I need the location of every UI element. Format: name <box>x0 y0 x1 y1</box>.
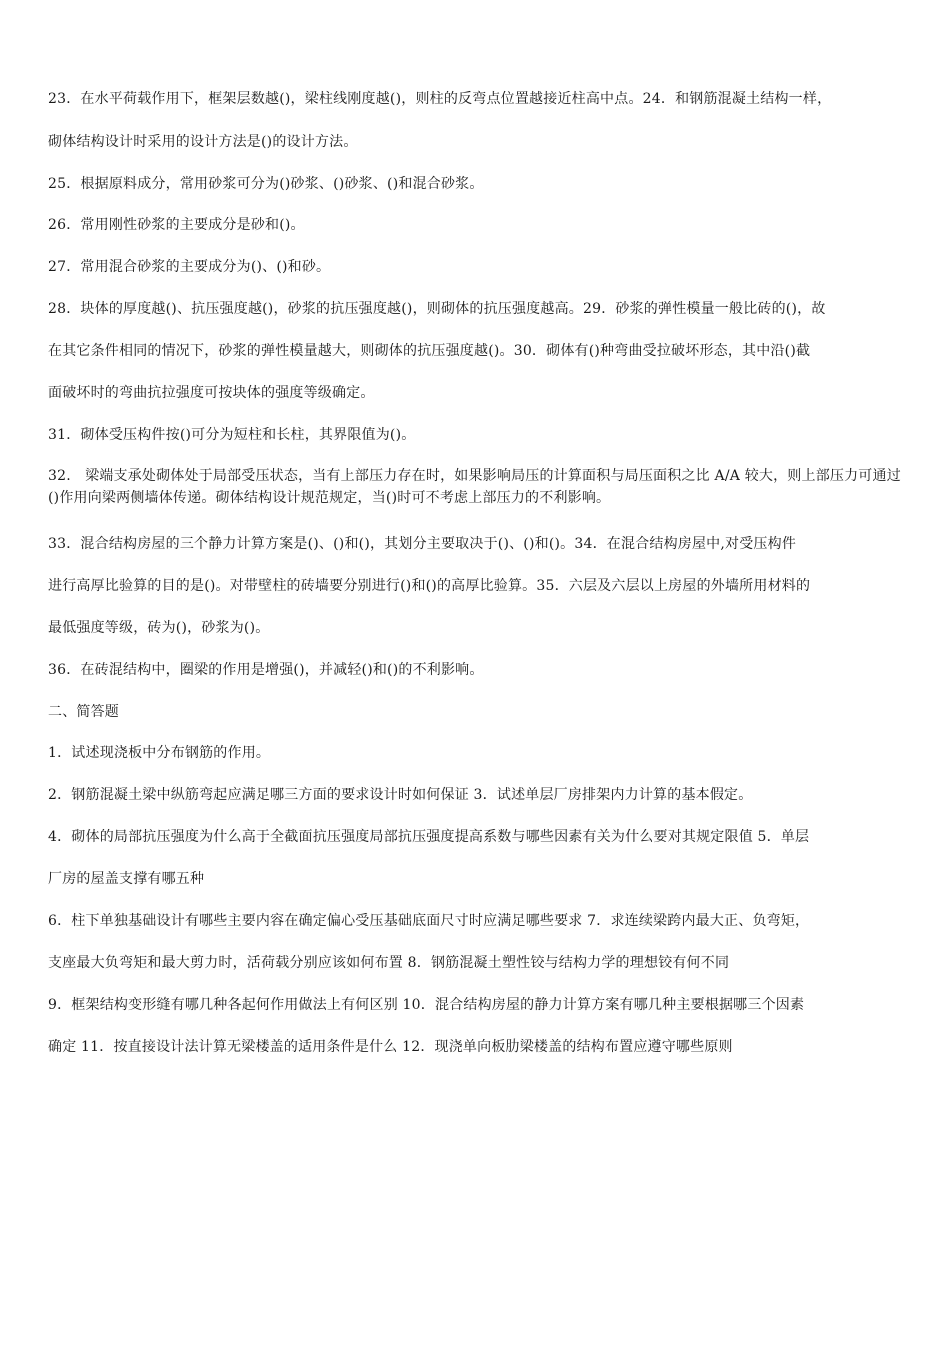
text-line: 最低强度等级，砖为()，砂浆为()。 <box>48 620 270 636</box>
text-line: 确定 11．按直接设计法计算无梁楼盖的适用条件是什么 12．现浇单向板肋梁楼盖的结构布置应遵守哪些原则 <box>48 1039 733 1055</box>
text-line: 面破坏时的弯曲抗拉强度可按块体的强度等级确定。 <box>48 385 375 401</box>
text-line: 31．砌体受压构件按()可分为短柱和长柱，其界限值为()。 <box>48 427 416 443</box>
text-line: 6．柱下单独基础设计有哪些主要内容在确定偏心受压基础底面尺寸时应满足哪些要求 7．求连续梁跨内最大正、负弯矩， <box>48 913 810 929</box>
text-line: 支座最大负弯矩和最大剪力时，活荷载分别应该如何布置 8．钢筋混凝土塑性铰与结构力学的理想铰有何不同 <box>48 955 730 971</box>
text-line: 进行高厚比验算的目的是()。对带壁柱的砖墙要分别进行()和()的高厚比验算。35．六层及六层以上房屋的外墙所用材料的 <box>48 578 811 594</box>
text-line: 28．块体的厚度越()、抗压强度越()，砂浆的抗压强度越()，则砌体的抗压强度越高。29．砂浆的弹性模量一般比砖的()，故 <box>48 301 826 317</box>
text-line: 33．混合结构房屋的三个静力计算方案是()、()和()，其划分主要取决于()、()和()。34．在混合结构房屋中,对受压构件 <box>48 536 797 552</box>
text-line: 27．常用混合砂浆的主要成分为()、()和砂。 <box>48 259 331 275</box>
text-line: 9．框架结构变形缝有哪几种各起何作用做法上有何区别 10．混合结构房屋的静力计算方案有哪几种主要根据哪三个因素 <box>48 997 805 1013</box>
text-line: 26．常用刚性砂浆的主要成分是砂和()。 <box>48 217 305 233</box>
text-paragraph: 32. 梁端支承处砌体处于局部受压状态，当有上部压力存在时，如果影响局压的计算面积与局压面积之比 A/A 较大，则上部压力可通过()作用向梁两侧墙体传递。砌体结构设计规范规定，当()时可不考虑上部压力的不利影响。 <box>48 468 901 506</box>
text-line: 4．砌体的局部抗压强度为什么高于全截面抗压强度局部抗压强度提高系数与哪些因素有关为什么要对其规定限值 5．单层 <box>48 829 810 845</box>
text-line: 2．钢筋混凝土梁中纵筋弯起应满足哪三方面的要求设计时如何保证 3．试述单层厂房排架内力计算的基本假定。 <box>48 787 753 803</box>
text-line: 在其它条件相同的情况下，砂浆的弹性模量越大，则砌体的抗压强度越()。30．砌体有()种弯曲受拉破坏形态，其中沿()截 <box>48 343 811 359</box>
section-heading: 二、简答题 <box>48 704 119 720</box>
text-line: 砌体结构设计时采用的设计方法是()的设计方法。 <box>48 134 358 150</box>
text-line: 厂房的屋盖支撑有哪五种 <box>48 871 205 887</box>
text-line: 25．根据原料成分，常用砂浆可分为()砂浆、()砂浆、()和混合砂浆。 <box>48 176 484 192</box>
text-line: 1．试述现浇板中分布钢筋的作用。 <box>48 745 271 761</box>
text-line: 23．在水平荷载作用下，框架层数越()，梁柱线刚度越()，则柱的反弯点位置越接近柱高中点。24．和钢筋混凝土结构一样， <box>48 91 832 107</box>
text-line: 36．在砖混结构中，圈梁的作用是增强()，并减轻()和()的不利影响。 <box>48 662 484 678</box>
